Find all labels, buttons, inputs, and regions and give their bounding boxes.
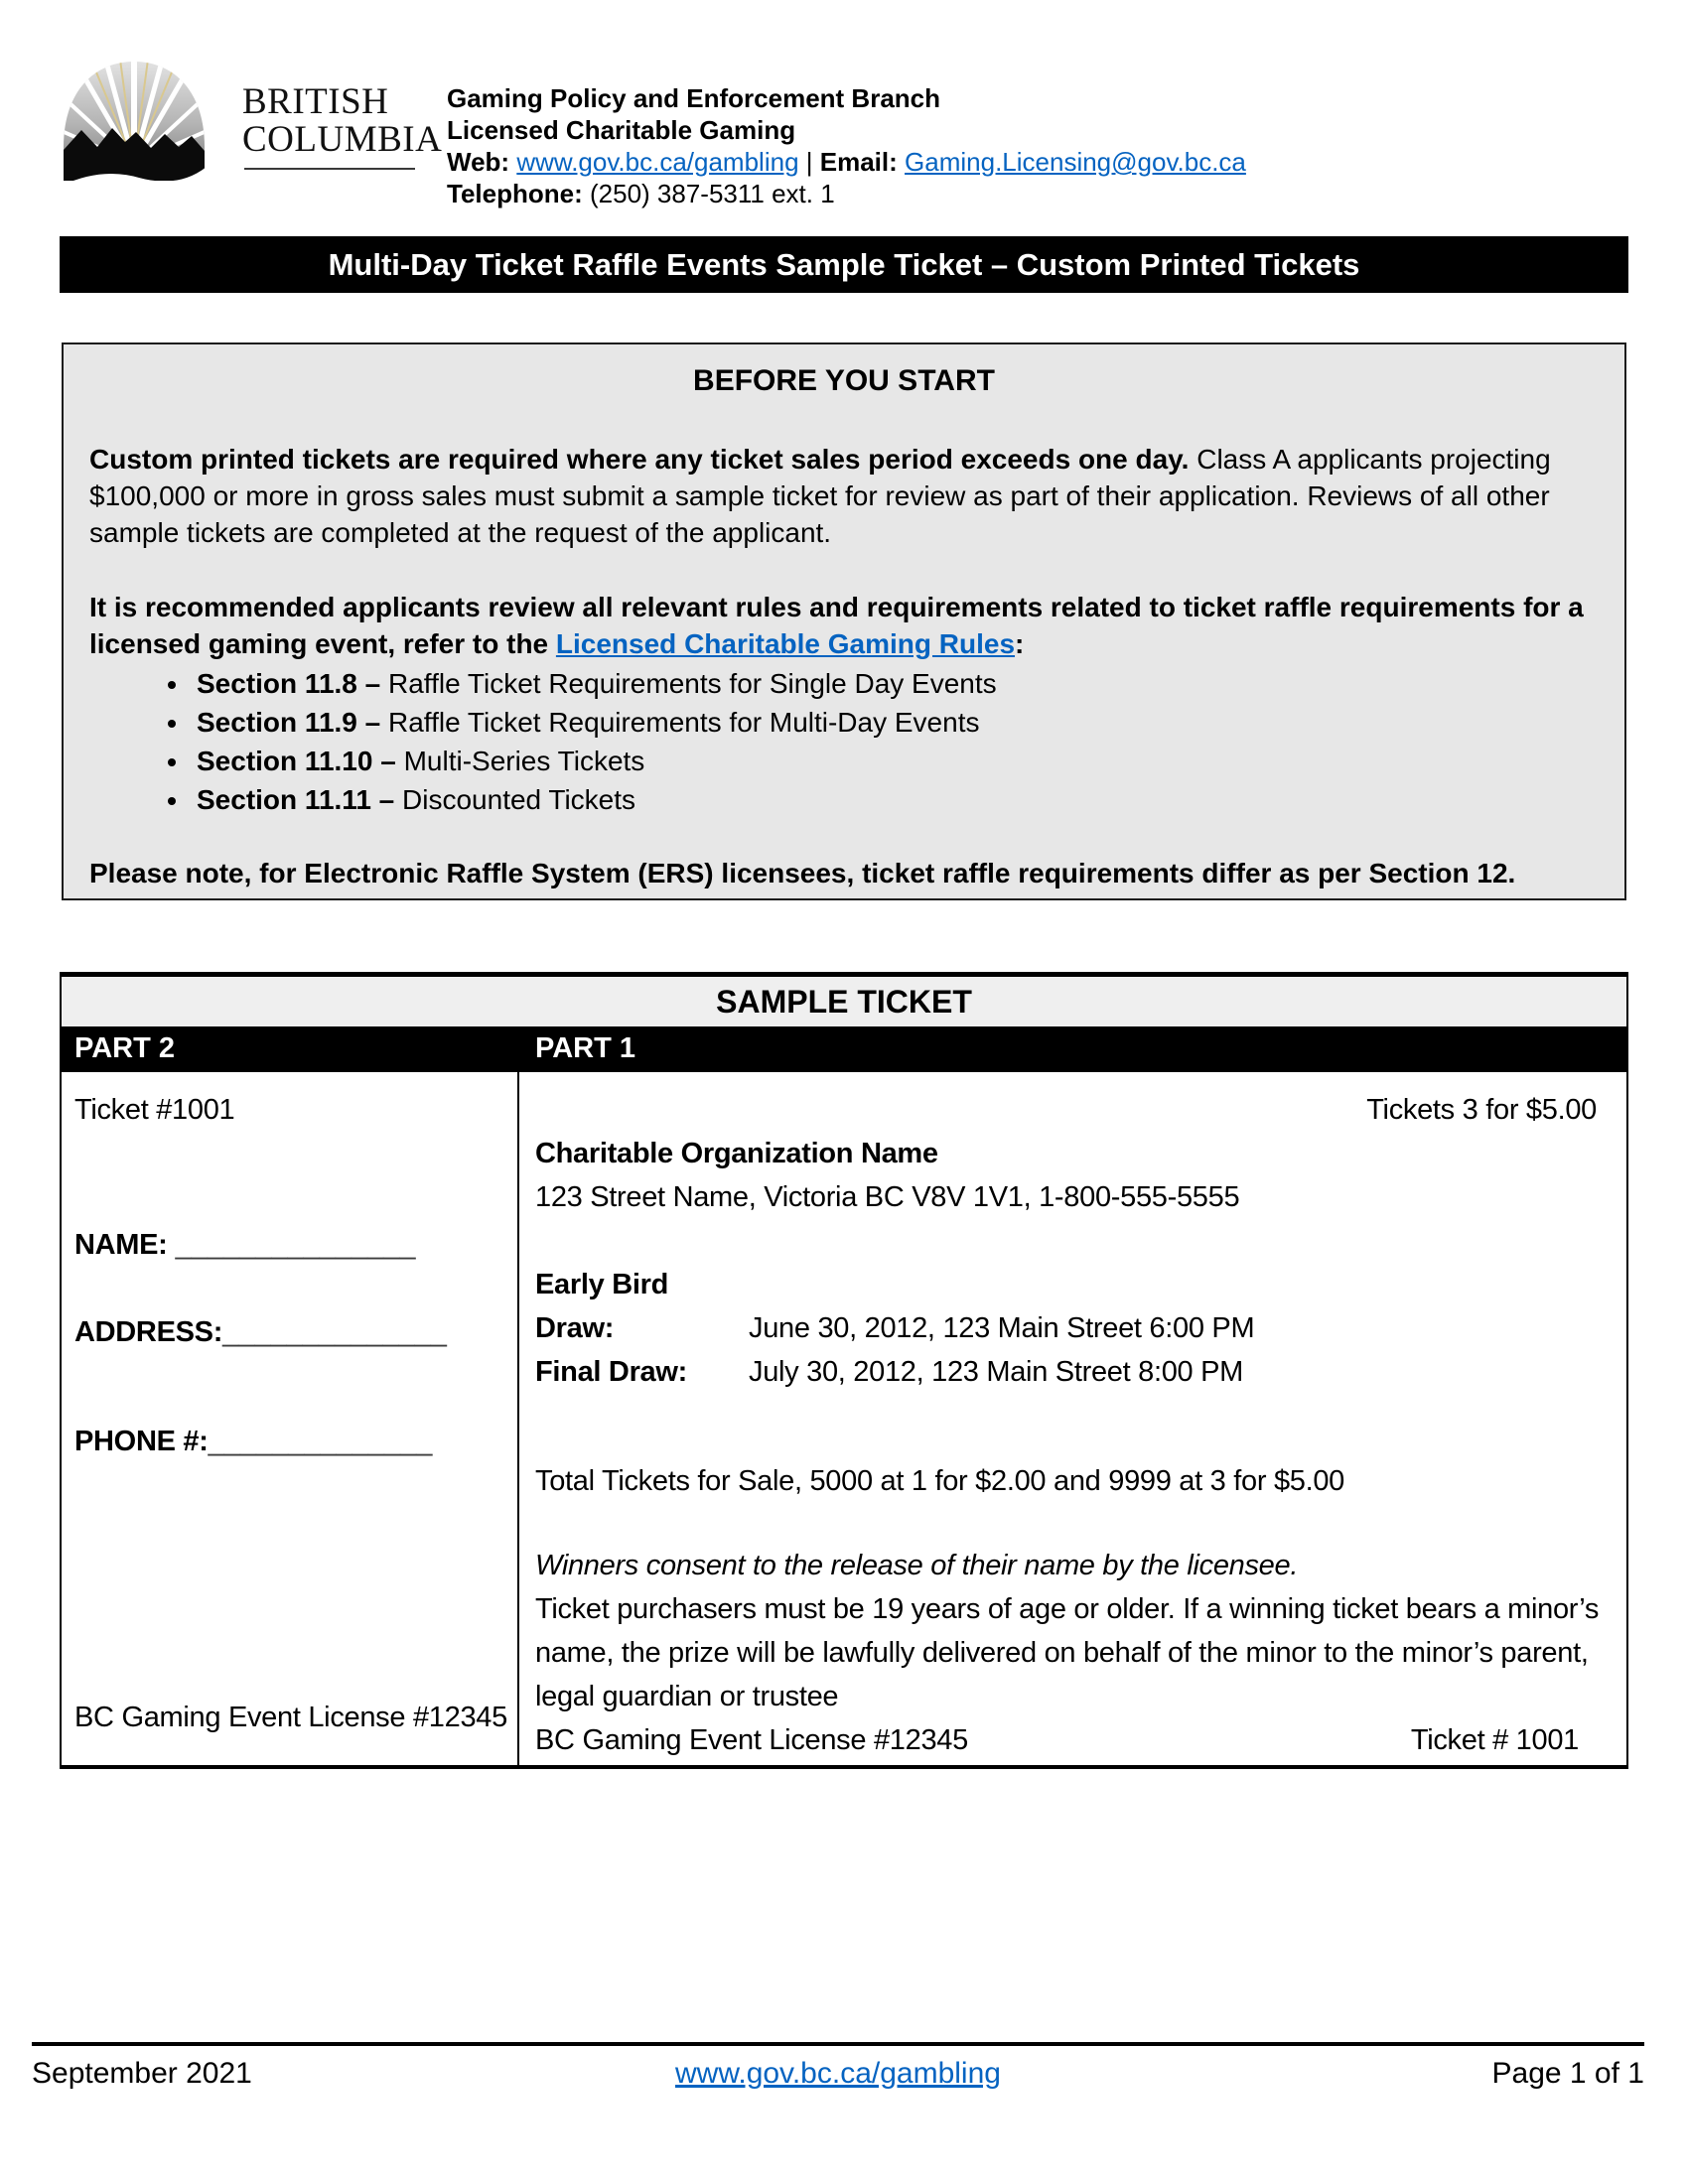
early-bird-value: June 30, 2012, 123 Main Street 6:00 PM: [749, 1312, 1255, 1344]
title-banner: Multi-Day Ticket Raffle Events Sample Ticket – Custom Printed Tickets: [60, 236, 1628, 293]
telephone-label: Telephone:: [447, 179, 583, 208]
intro-rest: Class A applicants projecting $100,000 or more in gross sales must submit a sample ticket for review as part of their application. Reviews of all other sample tickets are completed at the request of the applicant.: [89, 444, 1551, 548]
ticket-price: Tickets 3 for $5.00: [1366, 1094, 1597, 1126]
telephone-value: (250) 387-5311 ext. 1: [589, 179, 835, 208]
list-item: [191, 664, 1599, 703]
web-label: Web:: [447, 147, 510, 177]
list-item: [191, 742, 1599, 780]
section-label: Section 11.10 –: [197, 746, 396, 776]
footer-link[interactable]: www.gov.bc.ca/gambling: [675, 2057, 1001, 2090]
name-blank-line: _______________: [167, 1229, 416, 1261]
part1-header: PART 1: [535, 1032, 635, 1064]
email-link[interactable]: Gaming.Licensing@gov.bc.ca: [905, 147, 1246, 177]
section-label: Section 11.9 –: [197, 707, 381, 738]
final-draw-label: Final Draw:: [535, 1356, 687, 1388]
ticket-main-cell: [519, 1072, 1626, 1765]
footer-divider: [32, 2042, 1644, 2046]
part-header-row: [62, 1026, 1626, 1072]
name-label: NAME:: [74, 1229, 168, 1261]
section-label: Section 11.8 –: [197, 668, 381, 699]
main-ticket-number: Ticket # 1001: [1410, 1724, 1579, 1756]
sample-ticket-table: [60, 972, 1628, 1769]
gaming-rules-link[interactable]: Licensed Charitable Gaming Rules: [555, 628, 1016, 659]
program-name: Licensed Charitable Gaming: [447, 115, 796, 145]
sample-ticket-heading: SAMPLE TICKET: [62, 977, 1626, 1026]
footer-page-number: Page 1 of 1: [1491, 2057, 1644, 2090]
part2-header: PART 2: [74, 1032, 175, 1064]
list-item: [191, 780, 1599, 819]
early-bird-label: Early Bird Draw:: [535, 1269, 668, 1344]
address-label: ADDRESS:: [74, 1316, 223, 1348]
ticket-stub-cell: [62, 1072, 519, 1765]
branch-name: Gaming Policy and Enforcement Branch: [447, 83, 940, 113]
footer-link-wrap: [569, 2057, 1106, 2091]
footer-date: September 2021: [32, 2057, 252, 2090]
section-text: Multi-Series Tickets: [395, 746, 645, 776]
stub-license: BC Gaming Event License #12345: [74, 1702, 507, 1733]
intro-paragraph: [89, 441, 1599, 551]
early-bird-draw-row: [535, 1263, 1605, 1350]
final-draw-row: [535, 1350, 1605, 1394]
bc-wordmark: [242, 81, 443, 170]
before-you-start-box: [62, 342, 1626, 900]
rules-bullet-list: [89, 664, 1599, 819]
rules-text-after-link: :: [1015, 628, 1025, 659]
main-license: BC Gaming Event License #12345: [535, 1724, 968, 1756]
rules-paragraph: [89, 589, 1599, 662]
stub-ticket-number: Ticket #1001: [74, 1094, 235, 1126]
section-text: Raffle Ticket Requirements for Single Day Events: [380, 668, 997, 699]
footer: [32, 2057, 1644, 2091]
main-license-row: [535, 1718, 1605, 1762]
organization-name: Charitable Organization Name: [535, 1138, 938, 1169]
total-tickets-line: Total Tickets for Sale, 5000 at 1 for $2.00 and 9999 at 3 for $5.00: [535, 1465, 1345, 1497]
email-label: Email:: [819, 147, 898, 177]
bc-wordmark-line2: COLUMBIA: [242, 119, 443, 160]
bc-wordmark-line1: BRITISH: [242, 81, 389, 122]
age-restriction-text: Ticket purchasers must be 19 years of age or older. If a winning ticket bears a minor’s name, the prize will be lawfully delivered on behalf of the minor to the minor’s parent, legal guardian or trustee: [535, 1593, 1600, 1712]
stub-phone-row: [74, 1420, 509, 1463]
section-text: Raffle Ticket Requirements for Multi-Day Events: [380, 707, 980, 738]
intro-bold-sentence: Custom printed tickets are required where any ticket sales period exceeds one day.: [89, 444, 1190, 475]
ers-note: Please note, for Electronic Raffle System (ERS) licensees, ticket raffle requirements differ as per Section 12.: [89, 858, 1516, 888]
stub-address-row: [74, 1310, 509, 1354]
phone-blank-line: ______________: [208, 1426, 433, 1457]
list-item: [191, 703, 1599, 742]
organization-address: 123 Street Name, Victoria BC V8V 1V1, 1-800-555-5555: [535, 1181, 1240, 1213]
rules-text-before-link: It is recommended applicants review all relevant rules and requirements related to ticket raffle requirements for a licensed gaming event, refer to the: [89, 592, 1584, 659]
masthead: [60, 56, 1246, 209]
bc-wordmark-underline: [244, 168, 415, 170]
final-draw-value: July 30, 2012, 123 Main Street 8:00 PM: [749, 1356, 1244, 1388]
department-contact-block: [447, 82, 1246, 209]
web-link[interactable]: www.gov.bc.ca/gambling: [516, 147, 799, 177]
address-blank-line: ______________: [222, 1316, 447, 1348]
ticket-body: [62, 1072, 1626, 1765]
phone-label: PHONE #:: [74, 1426, 209, 1457]
web-email-line: [447, 146, 1246, 178]
stub-name-row: [74, 1223, 509, 1267]
winners-consent-line: Winners consent to the release of their name by the licensee.: [535, 1550, 1299, 1581]
bc-logo-icon: [60, 56, 209, 187]
section-label: Section 11.11 –: [197, 784, 395, 815]
section-text: Discounted Tickets: [394, 784, 636, 815]
telephone-line: [447, 178, 1246, 209]
separator: |: [805, 147, 813, 177]
before-you-start-heading: BEFORE YOU START: [693, 364, 995, 397]
